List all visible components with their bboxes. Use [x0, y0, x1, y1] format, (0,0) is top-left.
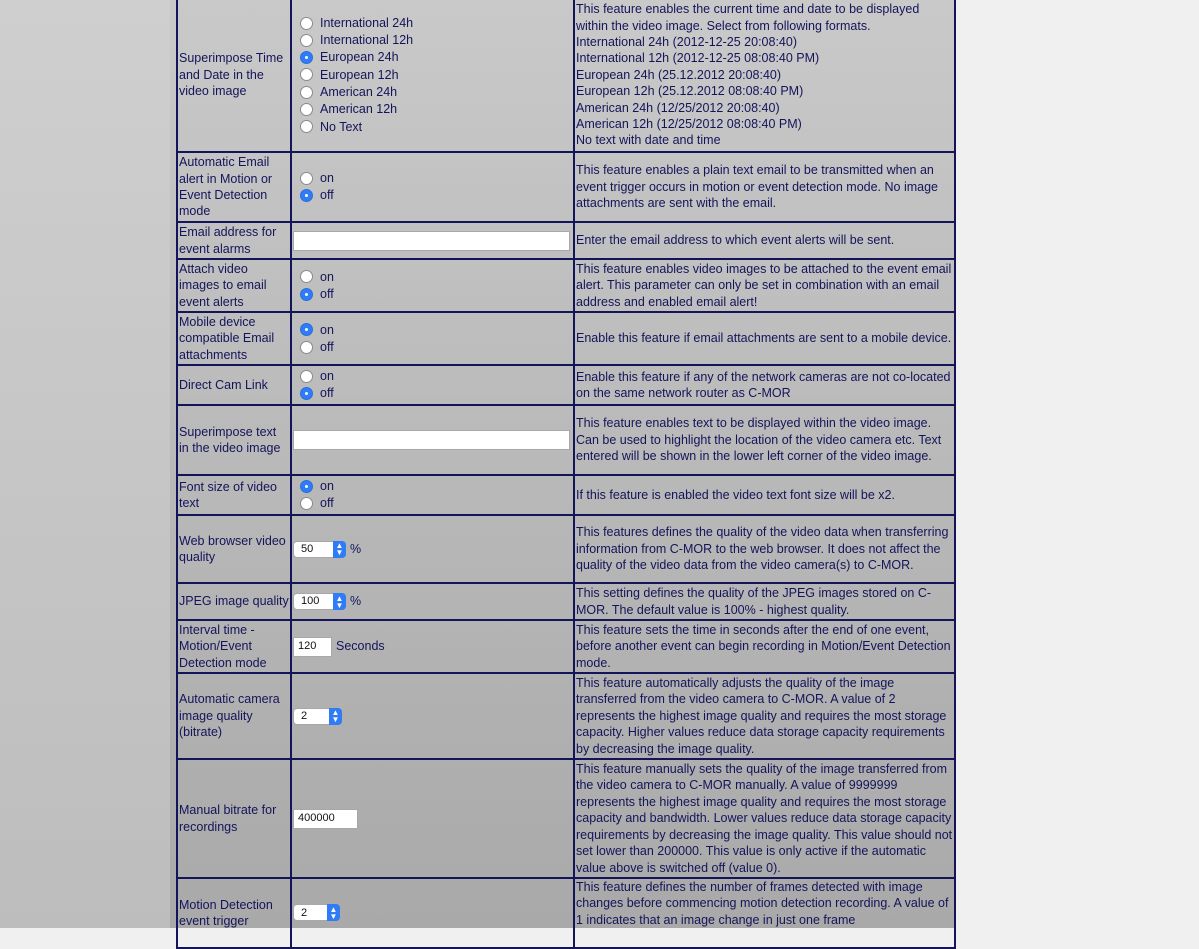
desc-line: European 12h (25.12.2012 08:08:40 PM): [576, 84, 804, 99]
row-label: Web browser video quality: [177, 515, 291, 583]
radio-button[interactable]: [300, 103, 313, 116]
email-address-input[interactable]: [293, 231, 570, 251]
row-label: Email address for event alarms: [177, 222, 291, 259]
radio-button[interactable]: [300, 480, 313, 493]
settings-table: [176, 0, 956, 949]
unit-label: %: [350, 594, 362, 609]
auto-bitrate-select[interactable]: [293, 708, 342, 725]
radio-button[interactable]: [300, 270, 313, 283]
radio-option-international-24h[interactable]: [293, 14, 572, 31]
row-interval-time: [177, 620, 955, 673]
jpeg-quality-cell: [291, 583, 574, 620]
row-description: This feature defines the number of frames detected with image changes before commencing motion detection recording. A value of 1 indicates that an image change in just one frame: [574, 878, 955, 948]
radio-option-off[interactable]: [293, 187, 572, 204]
radio-option-american-12h[interactable]: [293, 101, 572, 118]
attach-images-radio-group: [291, 259, 574, 312]
radio-label: off: [320, 188, 334, 203]
radio-button[interactable]: [300, 51, 313, 64]
radio-label: International 24h: [320, 15, 414, 30]
row-description: Enable this feature if email attachments are sent to a mobile device.: [574, 312, 955, 365]
select-arrows-icon: ▲ ▼: [333, 593, 346, 610]
row-email-alert: [177, 152, 955, 222]
row-description: This feature enables text to be displayed within the video image. Can be used to highlight the location of the video camera etc. Text entered will be shown in the lower left corner of the video image.: [574, 405, 955, 475]
row-jpeg-quality: [177, 583, 955, 620]
row-label: Font size of video text: [177, 475, 291, 515]
radio-option-on[interactable]: [293, 368, 572, 385]
radio-option-no-text[interactable]: [293, 118, 572, 135]
email-address-cell: [291, 222, 574, 259]
radio-button[interactable]: [300, 17, 313, 30]
web-quality-select[interactable]: [293, 541, 346, 558]
radio-label: American 12h: [320, 102, 398, 117]
row-description: Enter the email address to which event alerts will be sent.: [574, 222, 955, 259]
radio-option-european-24h[interactable]: [293, 49, 572, 66]
radio-button[interactable]: [300, 86, 313, 99]
row-description: This feature manually sets the quality of the image transferred from the video camera to C-MOR manually. A value of 9999999 represents the highest image quality and requires the most storage capacity and bandwidth. Lower values reduce data storage capacity requirements by decreasing the image quality. This value should not set lower than 200000. This value is only active if the automatic value above is switched off (value 0).: [574, 759, 955, 878]
desc-line: European 24h (25.12.2012 20:08:40): [576, 67, 782, 82]
row-description: Enable this feature if any of the network cameras are not co-located on the same network router as C-MOR: [574, 365, 955, 405]
unit-label: %: [350, 541, 362, 556]
desc-line: No text with date and time: [576, 133, 721, 148]
row-label: Automatic camera image quality (bitrate): [177, 673, 291, 759]
row-direct-cam-link: [177, 365, 955, 405]
radio-option-american-24h[interactable]: [293, 84, 572, 101]
radio-option-on[interactable]: [293, 170, 572, 187]
row-font-size: [177, 475, 955, 515]
interval-time-cell: [291, 620, 574, 673]
radio-option-off[interactable]: [293, 339, 572, 356]
radio-option-off[interactable]: [293, 495, 572, 512]
row-label: Superimpose text in the video image: [177, 405, 291, 475]
select-arrows-icon: ▲ ▼: [327, 904, 340, 921]
desc-line: International 12h (2012-12-25 08:08:40 PM): [576, 51, 820, 66]
radio-button[interactable]: [300, 189, 313, 202]
row-label: JPEG image quality: [177, 583, 291, 620]
row-label: Motion Detection event trigger: [177, 878, 291, 948]
row-label: Manual bitrate for recordings: [177, 759, 291, 878]
radio-label: off: [320, 386, 334, 401]
time-format-radio-group: [291, 0, 574, 152]
radio-button[interactable]: [300, 323, 313, 336]
superimpose-text-cell: [291, 405, 574, 475]
interval-time-input[interactable]: 120: [293, 637, 332, 657]
row-email-address: [177, 222, 955, 259]
email-alert-radio-group: [291, 152, 574, 222]
row-label: Automatic Email alert in Motion or Event Detection mode: [177, 152, 291, 222]
select-arrows-icon: ▲ ▼: [329, 708, 342, 725]
motion-trigger-cell: [291, 878, 574, 948]
radio-option-on[interactable]: [293, 268, 572, 285]
radio-button[interactable]: [300, 341, 313, 354]
row-description: This setting defines the quality of the JPEG images stored on C-MOR. The default value is 100% - highest quality.: [574, 583, 955, 620]
row-description: This feature enables a plain text email to be transmitted when an event trigger occurs in motion or event detection mode. No image attachments are sent with the email.: [574, 152, 955, 222]
row-label: Superimpose Time and Date in the video image: [177, 0, 291, 152]
row-description: This feature sets the time in seconds after the end of one event, before another event can begin recording in Motion/Event Detection mode.: [574, 620, 955, 673]
select-value: 100: [301, 595, 320, 608]
mobile-email-radio-group: [291, 312, 574, 365]
desc-line: International 24h (2012-12-25 20:08:40): [576, 34, 797, 49]
radio-label: off: [320, 339, 334, 354]
radio-label: on: [320, 269, 334, 284]
radio-option-on[interactable]: [293, 321, 572, 338]
manual-bitrate-cell: [291, 759, 574, 878]
font-size-radio-group: [291, 475, 574, 515]
radio-button[interactable]: [300, 288, 313, 301]
select-value: 50: [301, 542, 314, 555]
radio-option-european-12h[interactable]: [293, 66, 572, 83]
direct-cam-radio-group: [291, 365, 574, 405]
select-value: 2: [301, 906, 308, 919]
superimpose-text-input[interactable]: [293, 430, 570, 450]
radio-option-international-12h[interactable]: [293, 32, 572, 49]
select-value: 2: [301, 709, 308, 722]
radio-label: on: [320, 369, 334, 384]
radio-label: No Text: [320, 119, 363, 134]
row-mobile-email: [177, 312, 955, 365]
radio-option-on[interactable]: [293, 478, 572, 495]
radio-label: European 24h: [320, 50, 399, 65]
left-sidebar-background: [0, 0, 170, 928]
radio-label: American 24h: [320, 85, 398, 100]
radio-label: on: [320, 322, 334, 337]
auto-bitrate-cell: [291, 673, 574, 759]
row-description: This feature automatically adjusts the quality of the image transferred from the video camera to C-MOR. A value of 2 represents the highest image quality and requires the most storage capacity. Higher values reduce data storage capacity requirements by decreasing the image quality.: [574, 673, 955, 759]
desc-line: American 24h (12/25/2012 20:08:40): [576, 100, 780, 115]
row-label: Interval time - Motion/Event Detection mode: [177, 620, 291, 673]
radio-label: International 12h: [320, 33, 414, 48]
web-quality-cell: [291, 515, 574, 583]
radio-option-off[interactable]: [293, 385, 572, 402]
radio-button[interactable]: [300, 68, 313, 81]
radio-button[interactable]: [300, 387, 313, 400]
radio-button[interactable]: [300, 172, 313, 185]
desc-line: This feature enables the current time and date to be displayed within the video image. Select from following formats.: [576, 2, 920, 33]
manual-bitrate-input[interactable]: 400000: [293, 809, 358, 829]
row-description: This feature enables video images to be attached to the event email alert. This parameter can only be set in combination with an email address and enabled email alert!: [574, 259, 955, 312]
row-label: Mobile device compatible Email attachments: [177, 312, 291, 365]
row-attach-images: [177, 259, 955, 312]
row-superimpose-text: [177, 405, 955, 475]
row-superimpose-time: [177, 0, 955, 152]
motion-trigger-select[interactable]: [293, 904, 340, 921]
radio-label: off: [320, 286, 334, 301]
row-label: Attach video images to email event alerts: [177, 259, 291, 312]
radio-button[interactable]: [300, 120, 313, 133]
row-description: This features defines the quality of the video data when transferring information from C-MOR to the web browser. It does not affect the quality of the video data from the video camera(s) to C-MOR.: [574, 515, 955, 583]
desc-line: American 12h (12/25/2012 08:08:40 PM): [576, 117, 802, 132]
radio-button[interactable]: [300, 497, 313, 510]
jpeg-quality-select[interactable]: [293, 593, 346, 610]
radio-option-off[interactable]: [293, 286, 572, 303]
radio-label: on: [320, 479, 334, 494]
row-description: If this feature is enabled the video text font size will be x2.: [574, 475, 955, 515]
radio-label: on: [320, 171, 334, 186]
select-arrows-icon: ▲ ▼: [333, 541, 346, 558]
row-manual-bitrate: [177, 759, 955, 878]
row-auto-bitrate: [177, 673, 955, 759]
row-description: [574, 0, 955, 152]
radio-label: off: [320, 496, 334, 511]
radio-button[interactable]: [300, 370, 313, 383]
row-label: Direct Cam Link: [177, 365, 291, 405]
row-motion-trigger: [177, 878, 955, 948]
unit-label: Seconds: [336, 639, 385, 654]
radio-button[interactable]: [300, 34, 313, 47]
radio-label: European 12h: [320, 67, 399, 82]
row-web-quality: [177, 515, 955, 583]
